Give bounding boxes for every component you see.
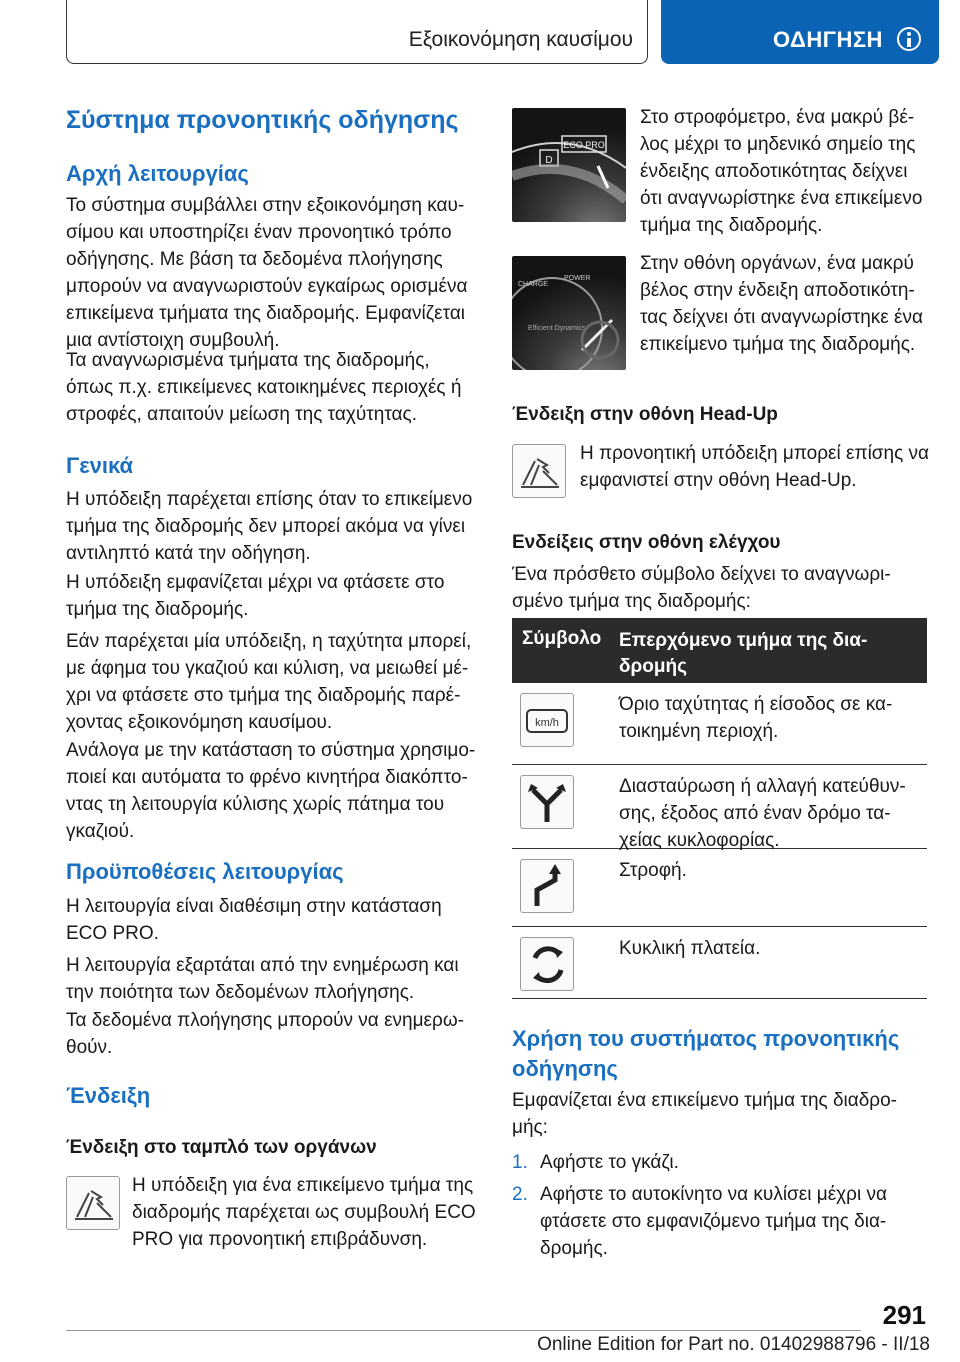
cluster-heading: Ένδειξη στο ταμπλό των οργάνων [66, 1137, 377, 1158]
display-label-power: POWER [564, 275, 591, 282]
speed-limit-label: km/h [535, 717, 559, 729]
step-number-2: 2. [512, 1184, 528, 1205]
prereq-paragraph-3: Τα δεδομένα πλοήγησης μπορούν να ενημερω-θούν. [66, 1010, 464, 1058]
table-row [512, 683, 927, 765]
step-number-1: 1. [512, 1152, 528, 1173]
efficiency-display-text: Στην οθόνη οργάνων, ένα μακρύ βέλος στην ένδειξη αποδοτικότη-τας δείχνει ότι αναγνωρίστηκε ένα επικείμενο τμήμα της διαδρομής. [640, 253, 924, 355]
principle-paragraph-2: Τα αναγνωρισμένα τμήματα της διαδρομής, όπως π.χ. επικείμενες κατοικημένες περιοχές ή στροφές, απαιτούν μείωση της ταχύτητας. [66, 350, 462, 425]
hud-text: Η προνοητική υπόδειξη μπορεί επίσης να εμφανιστεί στην οθόνη Head-Up. [580, 443, 930, 491]
table-col-section: Επερχόμενο τμήμα της δια-δρομής [619, 630, 868, 677]
table-row [512, 765, 927, 849]
display-heading: Ένδειξη [66, 1083, 151, 1108]
header-chapter-tab[interactable] [661, 0, 939, 64]
general-paragraph-4: Ανάλογα με την κατάσταση το σύστημα χρησιμο-ποιεί και αυτόματα το φρένο κινητήρα διακόπτο-ντας τη λειτουργία κύλισης χωρίς πάτημα του γκαζιού. [66, 740, 476, 842]
edition-text: Online Edition for Part no. 01402988796 - II/18 [537, 1334, 930, 1355]
page-title: Σύστημα προνοητικής οδήγησης [66, 106, 459, 134]
table-row [512, 849, 927, 927]
general-paragraph-1: Η υπόδειξη παρέχεται επίσης όταν το επικείμενο τμήμα της διαδρομής δεν μπορεί ακόμα να γίνει αντιληπτό κατά την οδήγηση. [66, 489, 473, 564]
display-label-efficient-dynamics: Efficient Dynamics [528, 325, 586, 332]
hud-eco-pro-icon [512, 444, 566, 498]
row-text-roundabout: Κυκλική πλατεία. [619, 938, 761, 959]
prereq-heading: Προϋποθέσεις λειτουργίας [66, 859, 344, 884]
tachometer-photo [512, 108, 626, 222]
general-paragraph-3: Εάν παρέχεται μία υπόδειξη, η ταχύτητα μπορεί, με άφημα του γκαζιού και κύλιση, να μειωθεί μέ-χρι να φτάσετε στο τμήμα της διαδρομής παρέ-χοντας εξοικονόμηση καυσίμου. [66, 631, 472, 733]
step-text-2: Αφήστε το αυτοκίνητο να κυλίσει μέχρι να φτάσετε στο εμφανιζόμενο τμήμα της δια-δρομής. [540, 1184, 887, 1259]
hud-heading: Ένδειξη στην οθόνη Head-Up [512, 404, 778, 425]
prereq-paragraph-1: Η λειτουργία είναι διαθέσιμη στην κατάσταση ECO PRO. [66, 896, 442, 944]
usage-text: Εμφανίζεται ένα επικείμενο τμήμα της διαδρο-μής: [512, 1090, 898, 1138]
tacho-label-eco-pro: ECO PRO [563, 140, 605, 150]
efficiency-display-photo [512, 256, 626, 370]
chapter-title: ΟΔΗΓΗΣΗ [773, 27, 883, 52]
row-text-junction: Διασταύρωση ή αλλαγή κατεύθυν-σης, έξοδος από έναν δρόμο τα-χείας κυκλοφορίας. [619, 776, 906, 851]
table-col-symbol: Σύμβολο [522, 628, 602, 649]
control-display-heading: Ενδείξεις στην οθόνη ελέγχου [512, 532, 781, 553]
row-text-speed-limit: Όριο ταχύτητας ή είσοδος σε κα-τοικημένη περιοχή. [619, 694, 893, 742]
header-section-tab [66, 0, 648, 64]
info-icon[interactable] [897, 27, 921, 51]
general-paragraph-2: Η υπόδειξη εμφανίζεται μέχρι να φτάσετε στο τμήμα της διαδρομής. [66, 572, 445, 620]
cluster-text: Η υπόδειξη για ένα επικείμενο τμήμα της διαδρομής παρέχεται ως συμβουλή ECO PRO για προνοητική επιβράδυνση. [132, 1175, 476, 1250]
page-number: 291 [882, 1300, 926, 1330]
table-row [512, 927, 927, 999]
prereq-paragraph-2: Η λειτουργία εξαρτάται από την ενημέρωση και την ποιότητα των δεδομένων πλοήγησης. [66, 955, 459, 1003]
display-label-charge: CHARGE [518, 281, 548, 288]
junction-icon [520, 775, 574, 829]
roundabout-icon [520, 937, 574, 991]
speed-limit-icon [520, 693, 574, 747]
curve-icon [520, 859, 574, 913]
section-title: Εξοικονόμηση καυσίμου [408, 28, 633, 51]
control-display-text: Ένα πρόσθετο σύμβολο δείχνει το αναγνωρι-σμένο τμήμα της διαδρομής: [512, 564, 891, 612]
row-text-curve: Στροφή. [619, 860, 687, 881]
tacho-label-d: D [545, 155, 553, 166]
principle-heading: Αρχή λειτουργίας [66, 161, 249, 186]
general-heading: Γενικά [66, 453, 134, 478]
tachometer-text: Στο στροφόμετρο, ένα μακρύ βέ-λος μέχρι το μηδενικό σημείο της ένδειξης αποδοτικότητας δείχνει ότι αναγνωρίστηκε ένα επικείμενο τμήμα της διαδρομής. [640, 107, 923, 236]
footer-divider [66, 1330, 861, 1331]
principle-paragraph-1: Το σύστημα συμβάλλει στην εξοικονόμηση καυ-σίμου και υποστηρίζει έναν προνοητικό τρόπο οδήγησης. Με βάση τα δεδομένα πλοήγησης μπορούν να αναγνωριστούν εγκαίρως ορισμένα επικείμενα τμήματα της διαδρομής. Εμφανίζεται μια αντίστοιχη συμβουλή. [66, 195, 468, 351]
symbol-table-header [512, 618, 927, 683]
usage-heading: Χρήση του συστήματος προνοητικής οδήγησης [512, 1026, 900, 1081]
eco-pro-coasting-icon [66, 1176, 120, 1230]
step-text-1: Αφήστε το γκάζι. [540, 1152, 679, 1173]
